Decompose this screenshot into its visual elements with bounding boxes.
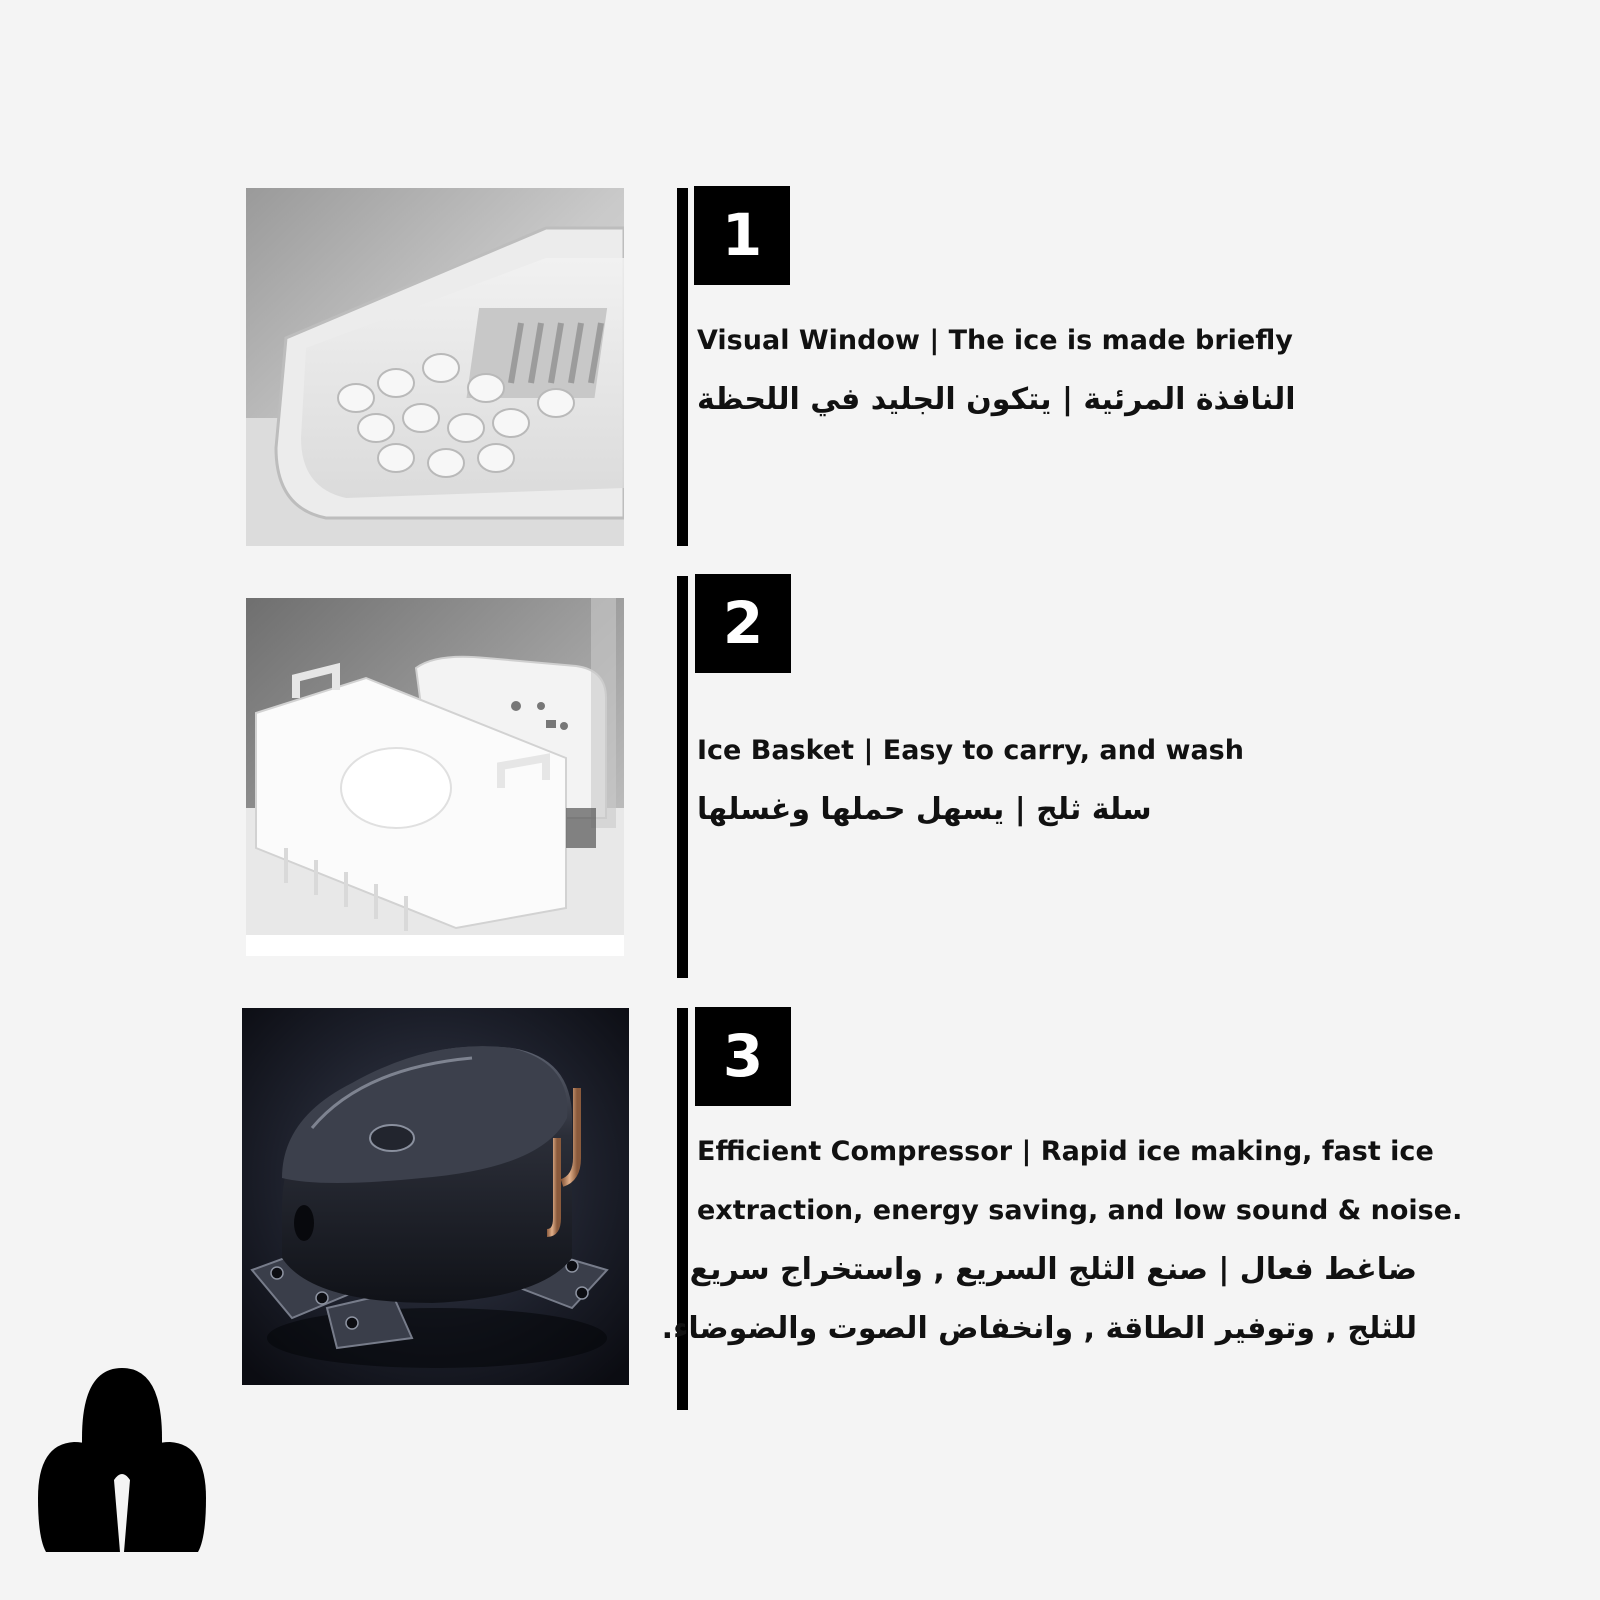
feature-2-title-ar: سلة ثلج | يسهل حملها وغسلها xyxy=(697,792,1152,827)
compressor-photo xyxy=(242,1008,629,1385)
feature-2-divider xyxy=(677,576,688,978)
feature-1-number: 1 xyxy=(694,186,790,285)
feature-3-number: 3 xyxy=(695,1007,791,1106)
feature-3-title-ar-line2: للثلج , وتوفير الطاقة , وانخفاض الصوت والضوضاء. xyxy=(661,1311,1417,1346)
visual-window-photo xyxy=(246,188,624,546)
feature-1-divider xyxy=(677,188,688,546)
feature-2-number: 2 xyxy=(695,574,791,673)
feature-2-title-en: Ice Basket | Easy to carry, and wash xyxy=(697,735,1244,766)
feature-3-title-en-line1: Efficient Compressor | Rapid ice making, fast ice xyxy=(697,1136,1434,1167)
ice-basket-photo xyxy=(246,598,624,956)
feature-3-title-ar-line1: ضاغط فعال | صنع الثلج السريع , واستخراج سريع xyxy=(689,1252,1417,1287)
feature-1-text xyxy=(697,311,1417,429)
feature-1-title-en: Visual Window | The ice is made briefly xyxy=(697,325,1293,356)
ice-cubes-logo-icon xyxy=(38,1368,206,1552)
feature-1-title-ar: النافذة المرئية | يتكون الجليد في اللحظة xyxy=(697,382,1296,417)
feature-3-text xyxy=(661,1122,1463,1358)
feature-2-text xyxy=(697,721,1417,839)
feature-3-title-en-line2: extraction, energy saving, and low sound & noise. xyxy=(697,1195,1463,1226)
